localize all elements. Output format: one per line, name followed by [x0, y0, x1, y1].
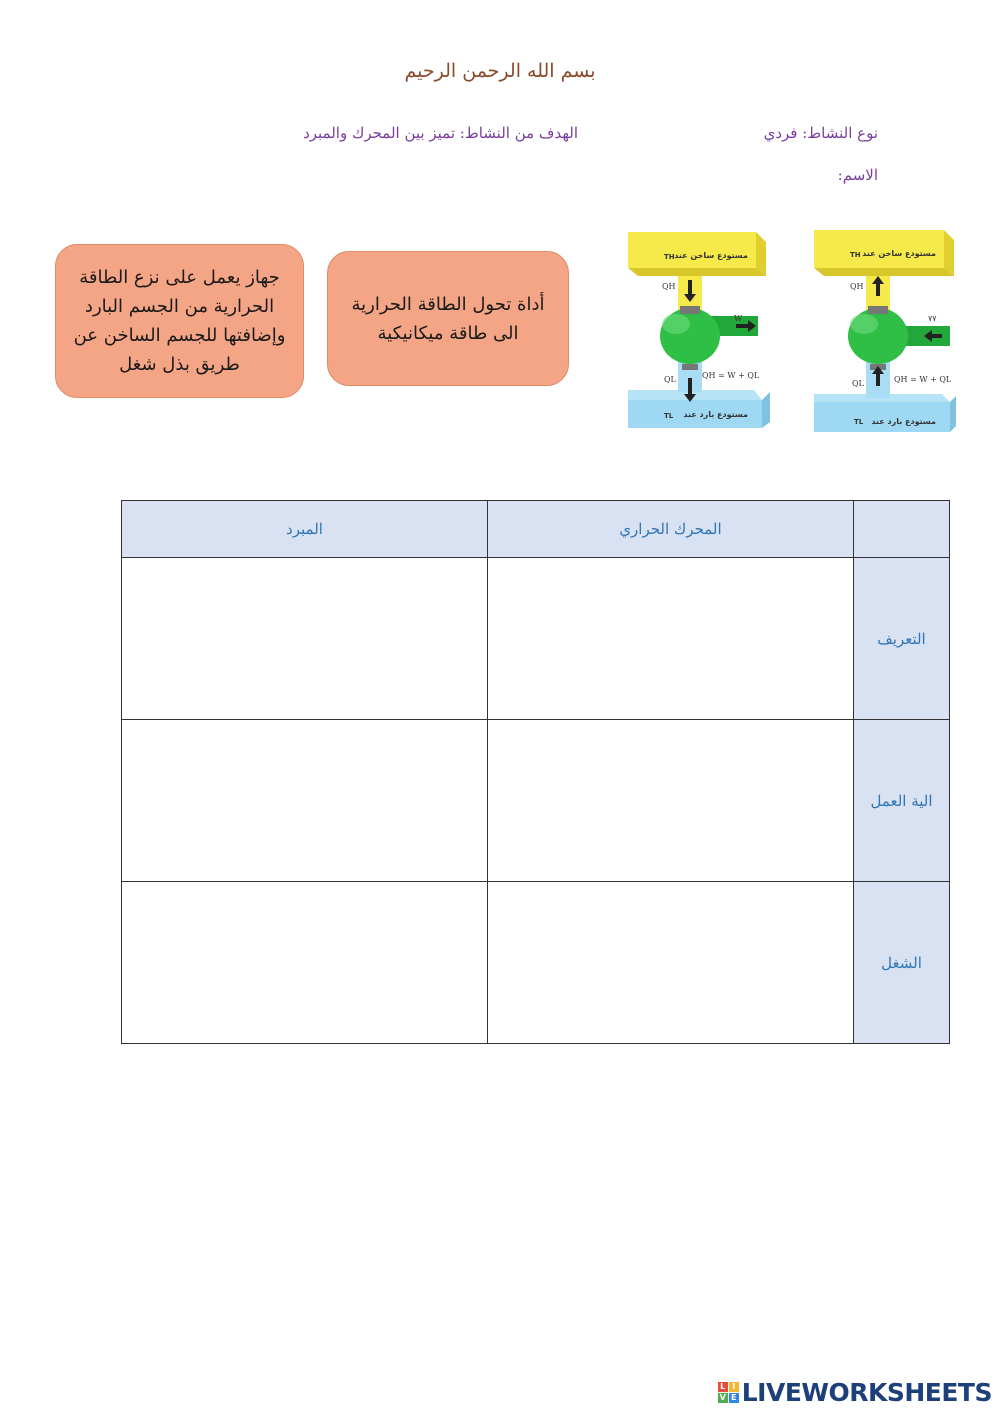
engine-definition-card[interactable] [327, 251, 569, 386]
hot-reservoir-label: مستودع ساخن عند [674, 251, 748, 260]
cold-reservoir-label: مستودع بارد عند [871, 417, 936, 426]
hot-reservoir-symbol: TH [664, 253, 675, 261]
activity-goal: الهدف من النشاط: تميز بين المحرك والمبرد [303, 124, 578, 142]
logo-grid-icon [718, 1382, 739, 1403]
equation-label: QH = W + QL [702, 371, 760, 380]
ql-label: QL [852, 379, 864, 388]
table-header-row [122, 501, 950, 558]
row-label-mechanism: الية العمل [854, 720, 950, 882]
column-header-refrigerator: المبرد [122, 501, 488, 558]
hot-reservoir-label: مستودع ساخن عند [862, 249, 936, 258]
answer-cell-engine-work[interactable] [488, 882, 854, 1044]
engine-definition-text: أداة تحول الطاقة الحرارية الى طاقة ميكانيكية [351, 293, 545, 344]
basmala-heading: بسم الله الرحمن الرحيم [404, 60, 596, 82]
equation-label: QH = W + QL [894, 375, 952, 384]
column-header-engine: المحرك الحراري [488, 501, 854, 558]
answer-cell-refrigerator-mechanism[interactable] [122, 720, 488, 882]
comparison-table [121, 500, 950, 1044]
refrigerator-svg [810, 226, 958, 438]
logo-square-1: L [718, 1382, 728, 1392]
work-label: W [734, 314, 743, 323]
answer-cell-refrigerator-definition[interactable] [122, 558, 488, 720]
refrigerator-definition-text: جهاز يعمل على نزع الطاقة الحرارية من الجسم البارد وإضافتها للجسم الساخن عن طريق بذل شغل [73, 267, 286, 375]
refrigerator-diagram [810, 226, 958, 438]
ql-label: QL [664, 375, 676, 384]
column-header-empty [854, 501, 950, 558]
cold-reservoir-label: مستودع بارد عند [683, 410, 748, 419]
qh-label: QH [662, 282, 676, 291]
qh-label: QH [850, 282, 864, 291]
logo-square-3: V [719, 1393, 726, 1402]
answer-cell-refrigerator-work[interactable] [122, 882, 488, 1044]
cold-reservoir-symbol: TL [854, 418, 864, 426]
cold-reservoir-symbol: TL [664, 412, 674, 420]
liveworksheets-logo [718, 1378, 992, 1407]
logo-wordmark: LIVEWORKSHEETS [741, 1378, 992, 1407]
answer-cell-engine-definition[interactable] [488, 558, 854, 720]
logo-square-2: I [729, 1382, 739, 1392]
heat-engine-diagram [624, 228, 772, 440]
activity-type: نوع النشاط: فردي [763, 124, 878, 142]
table-row [122, 558, 950, 720]
heat-engine-svg [624, 228, 772, 440]
table-row [122, 882, 950, 1044]
answer-cell-engine-mechanism[interactable] [488, 720, 854, 882]
logo-square-4: E [729, 1393, 739, 1403]
row-label-work: الشغل [854, 882, 950, 1044]
row-label-definition: التعريف [854, 558, 950, 720]
hot-reservoir [628, 232, 756, 268]
refrigerator-definition-card[interactable] [55, 244, 304, 398]
work-label: ٧٧ [928, 314, 937, 323]
hot-reservoir-symbol: TH [850, 251, 861, 259]
table-row [122, 720, 950, 882]
name-label: الاسم: [837, 166, 878, 184]
